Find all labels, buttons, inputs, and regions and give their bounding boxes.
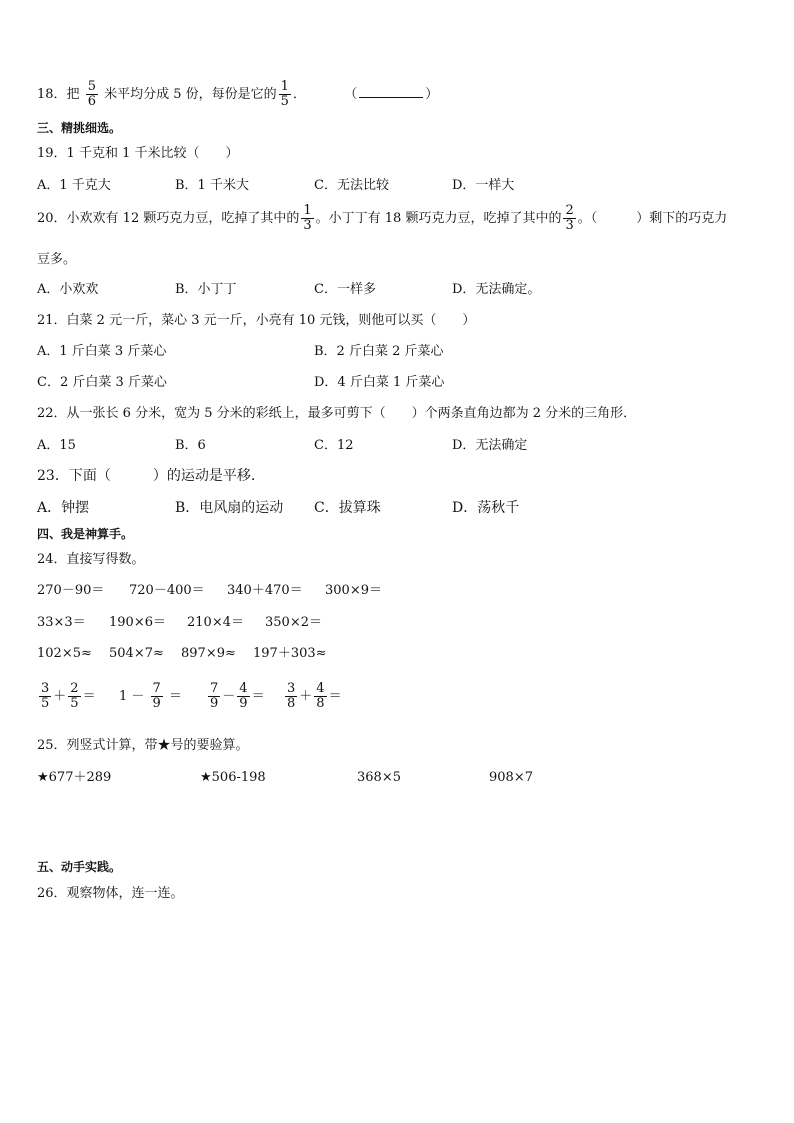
calc-row1-3: 340＋470＝ [227, 583, 303, 598]
q20-option-d[interactable]: D．无法确定。 [452, 282, 541, 297]
q19-option-a[interactable]: A．1 千克大 [37, 178, 111, 193]
calc-row1-1: 270－90＝ [37, 583, 105, 598]
calc-row2-3: 210×4＝ [187, 615, 244, 630]
calc-row3-1: 102×5≈ [37, 646, 92, 661]
calc-row1-2: 720－400＝ [129, 583, 205, 598]
q22-option-c[interactable]: C．12 [314, 438, 354, 453]
calc-row3-2: 504×7≈ [109, 646, 164, 661]
q18-answer-blank[interactable] [359, 86, 423, 98]
q18-paren-close: ） [425, 87, 439, 102]
q21-option-c[interactable]: C．2 斤白菜 3 斤菜心 [37, 375, 167, 390]
equals-sign: ＝ [328, 689, 342, 704]
question-25-title: 25．列竖式计算，带★号的要验算。 [37, 738, 249, 753]
q21-option-b[interactable]: B．2 斤白菜 2 斤菜心 [314, 344, 444, 359]
q23-option-b[interactable]: B．电风扇的运动 [175, 500, 284, 516]
calc-row1-4: 300×9＝ [325, 583, 382, 598]
question-20 [37, 204, 727, 233]
equals-sign: ＝ [82, 689, 96, 704]
question-20-line-2: 豆多。 [37, 252, 77, 267]
calc-row2-2: 190×6＝ [109, 615, 166, 630]
vertical-calc-1: ★677＋289 [37, 770, 112, 785]
q19-option-b[interactable]: B．1 千米大 [175, 178, 249, 193]
vertical-calc-2: ★506-198 [200, 770, 266, 785]
calc-row2-1: 33×3＝ [37, 615, 86, 630]
calc-row3-3: 897×9≈ [181, 646, 236, 661]
vertical-calc-3: 368×5 [357, 770, 401, 785]
frac-4-8: $\frac{4}{8}$ [316, 681, 325, 711]
q20-prefix: 20．小欢欢有 12 颗巧克力豆，吃掉了其中的 [37, 211, 300, 226]
q19-option-d[interactable]: D．一样大 [452, 178, 515, 193]
plus-sign: ＋ [299, 689, 313, 704]
equals-sign: ＝ [168, 689, 182, 704]
frac-4-9: $\frac{4}{9}$ [239, 681, 248, 711]
q18-prefix: 18．把 [37, 87, 80, 102]
calc-fraction-1 [37, 682, 96, 711]
question-24-title: 24．直接写得数。 [37, 552, 145, 567]
q18-middle: 米平均分成 5 份，每份是它的 [104, 87, 277, 102]
q23-option-c[interactable]: C．拔算珠 [314, 500, 381, 516]
q18-post: ． [292, 87, 306, 102]
minus-sign: － [222, 689, 236, 704]
one-minus: 1 － [119, 689, 145, 704]
q20-option-c[interactable]: C．一样多 [314, 282, 376, 297]
q23-option-a[interactable]: A．钟摆 [37, 500, 90, 516]
frac-2-5: $\frac{2}{5}$ [70, 681, 79, 711]
frac-3-5: $\frac{3}{5}$ [41, 681, 50, 711]
q22-option-d[interactable]: D．无法确定 [452, 438, 528, 453]
calc-fraction-2 [119, 682, 182, 711]
calc-fraction-3 [206, 682, 265, 711]
section-4-heading: 四、我是神算手。 [37, 527, 134, 541]
question-18 [37, 80, 438, 109]
q20-post: 。（ ）剩下的巧克力 [577, 211, 728, 226]
question-23: 23．下面（ ）的运动是平移. [37, 468, 256, 484]
question-26: 26．观察物体，连一连。 [37, 886, 184, 901]
q18-paren-open: （ [344, 87, 358, 102]
question-19: 19．1 千克和 1 千米比较（ ） [37, 146, 239, 161]
q18-fraction-1-5: $\frac{1}{5}$ [280, 79, 289, 109]
q22-option-a[interactable]: A．15 [37, 438, 76, 453]
equals-sign: ＝ [251, 689, 265, 704]
q20-middle: 。小丁丁有 18 颗巧克力豆，吃掉了其中的 [315, 211, 562, 226]
q22-option-b[interactable]: B．6 [175, 438, 206, 453]
plus-sign: ＋ [53, 689, 67, 704]
q20-option-a[interactable]: A．小欢欢 [37, 282, 99, 297]
q18-fraction-5-6: $\frac{5}{6}$ [87, 79, 96, 109]
calc-fraction-4 [283, 682, 342, 711]
frac-3-8: $\frac{3}{8}$ [287, 681, 296, 711]
section-5-heading: 五、动手实践。 [37, 860, 122, 874]
q20-option-b[interactable]: B．小丁丁 [175, 282, 237, 297]
q21-option-d[interactable]: D．4 斤白菜 1 斤菜心 [314, 375, 445, 390]
q20-fraction-1-3: $\frac{1}{3}$ [303, 203, 312, 233]
q21-option-a[interactable]: A．1 斤白菜 3 斤菜心 [37, 344, 167, 359]
frac-7-9: $\frac{7}{9}$ [152, 681, 161, 711]
question-22: 22．从一张长 6 分米，宽为 5 分米的彩纸上，最多可剪下（ ）个两条直角边都为 2 分米的三角形． [37, 406, 637, 421]
calc-row3-4: 197＋303≈ [253, 646, 327, 661]
question-21: 21．白菜 2 元一斤，菜心 3 元一斤，小亮有 10 元钱，则他可以买（ ） [37, 313, 476, 328]
q20-fraction-2-3: $\frac{2}{3}$ [565, 203, 574, 233]
q19-option-c[interactable]: C．无法比较 [314, 178, 389, 193]
vertical-calc-4: 908×7 [489, 770, 533, 785]
frac-7-9b: $\frac{7}{9}$ [210, 681, 219, 711]
section-3-heading: 三、精挑细选。 [37, 121, 122, 135]
q23-option-d[interactable]: D．荡秋千 [452, 500, 520, 516]
calc-row2-4: 350×2＝ [265, 615, 322, 630]
